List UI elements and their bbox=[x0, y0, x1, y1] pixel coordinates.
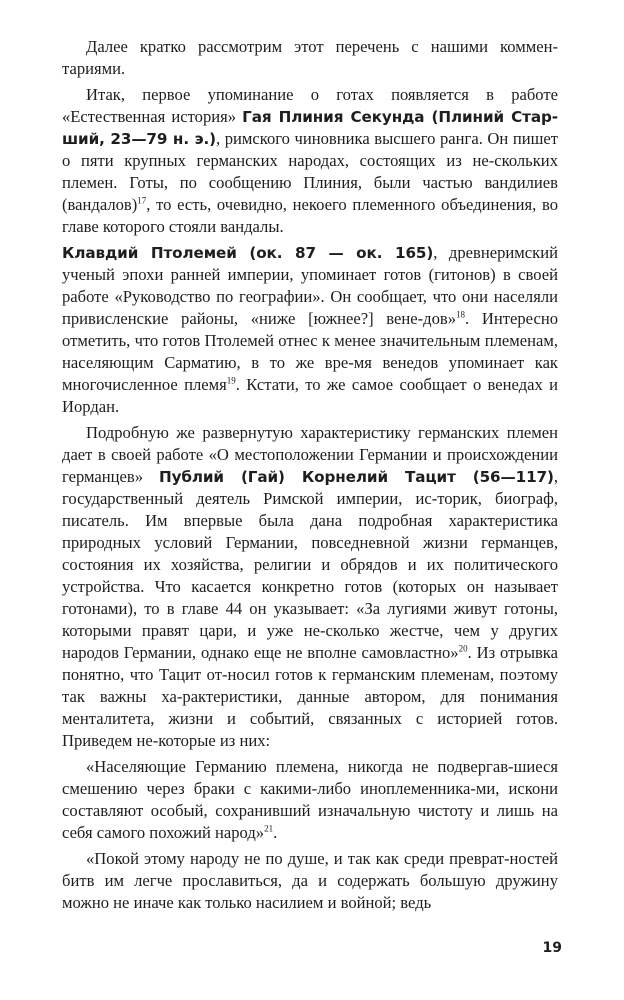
paragraph-quote-2 bbox=[62, 848, 558, 914]
paragraph-ptolemy bbox=[62, 242, 558, 418]
text-run: Далее кратко рассмотрим этот перечень с нашими коммен-тариями. bbox=[62, 37, 558, 78]
text-run: , государственный деятель Римской империи, ис-торик, биограф, писатель. Им впервые была дана подробная характеристика природных условий Германии, повседневной жизни германцев, состояния их хозяйства, религии и обрядов и их политического устройства. Что касается конкретно готов (которых он называет готонами), то в главе 44 он указывает: «За лугиями живут готоны, которыми правят цари, и уже не-сколько жестче, чем у других народов Германии, однако еще не вполне самовластно» bbox=[62, 467, 559, 662]
paragraph-pliny bbox=[62, 84, 558, 238]
body-text bbox=[62, 36, 558, 914]
text-run: . Из отрывка понятно, что Тацит от-носил готов к германским племенам, поэтому так важны ха-рактеристики, данные автором, для понимания менталитета, жизни и событий, связанных с историей готов. Приведем не-которые из них: bbox=[62, 643, 558, 750]
footnote-ref: 18 bbox=[456, 309, 466, 320]
text-run: «Населяющие Германию племена, никогда не подвергав-шиеся смешению через браки с какими-либо иноплеменника-ми, искони составляют особый, сохранивший изначальную чистоту и лишь на себя самого похожий народ» bbox=[62, 757, 558, 842]
author-name: Гая Плиния Секунда (Плиний Стар-ший, 23—79 н. э.) bbox=[62, 108, 558, 148]
text-run: «Покой этому народу не по душе, и так как среди преврат-ностей битв им легче прославиться, да и содержать большую дружину можно не иначе как только насилием и войной; ведь bbox=[62, 849, 558, 912]
text-run: Подробную же развернутую характеристику германских племен дает в своей работе «О местоположении Германии и происхождении германцев» bbox=[62, 423, 558, 486]
footnote-ref: 19 bbox=[226, 375, 236, 386]
text-run: . bbox=[273, 823, 278, 842]
text-run: , римского чиновника высшего ранга. Он пишет о пяти крупных германских народах, состоящих из не-скольких племен. Готы, по сообщению Плиния, были частью вандилиев (вандалов) bbox=[62, 129, 558, 214]
text-run: , древнеримский ученый эпохи ранней империи, упоминает готов (гитонов) в своей работе «Руководство по географии». Он сообщает, что они населяли привисленские районы, «ниже [южнее?] вене-дов» bbox=[62, 243, 558, 328]
page-number: 19 bbox=[542, 940, 562, 956]
paragraph-quote-1 bbox=[62, 756, 558, 844]
paragraph-tacitus bbox=[62, 422, 558, 752]
text-run: Итак, первое упоминание о готах появляется в работе «Естественная история» bbox=[62, 85, 558, 126]
author-name: Публий (Гай) Корнелий Тацит (56—117) bbox=[158, 468, 554, 486]
footnote-ref: 21 bbox=[264, 823, 274, 834]
author-name: Клавдий Птолемей (ок. 87 — ок. 165) bbox=[62, 244, 434, 262]
text-run: . Кстати, то же самое сообщает о венедах и Иордан. bbox=[62, 375, 558, 416]
footnote-ref: 20 bbox=[458, 643, 468, 654]
footnote-ref: 17 bbox=[137, 195, 147, 206]
paragraph-intro bbox=[62, 36, 558, 80]
text-run: . Интересно отметить, что готов Птолемей отнес к менее значительным племенам, населяющим Сарматию, в то же вре-мя венедов упоминает как многочисленное племя bbox=[62, 309, 558, 394]
text-run: , то есть, очевидно, некоего племенного объединения, во главе которого стояли вандалы. bbox=[62, 195, 558, 236]
